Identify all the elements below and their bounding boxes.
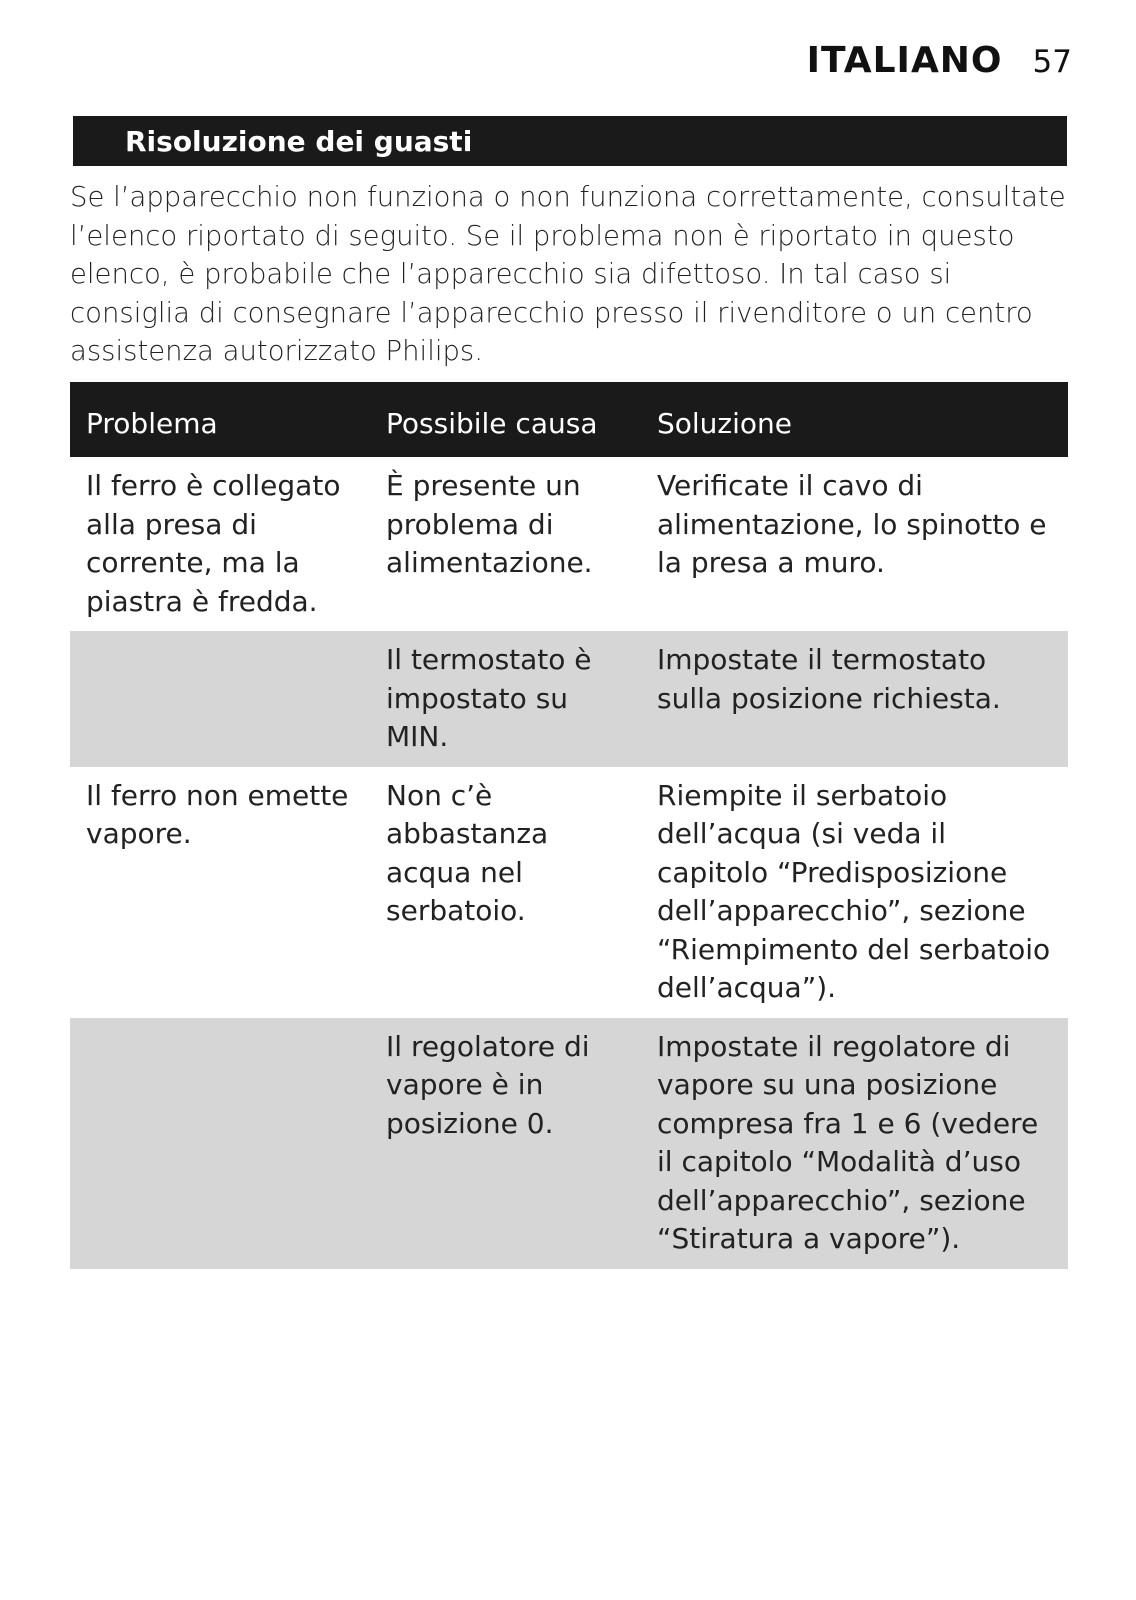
page-number: 57 (1032, 44, 1072, 80)
cell-problem: Il ferro non emette vapore. (86, 778, 349, 850)
cell-problem (70, 631, 370, 767)
troubleshooting-table (70, 382, 1068, 1269)
cell-solution: Riempite il serbatoio dell’acqua (si veda il capitolo “Predisposizione dell’apparecchio”, sezione “Riempimento del serbatoio dell’acqua”). (657, 778, 1051, 1004)
section-title: Risoluzione dei guasti (125, 124, 473, 158)
section-heading-bar (73, 116, 1067, 166)
table-row (70, 631, 1068, 767)
header-problem: Problema (70, 382, 370, 457)
table-row (70, 457, 1068, 631)
table-header-row (70, 382, 1068, 457)
cell-cause: Il termostato è impostato su MIN. (370, 631, 641, 767)
table-row (70, 767, 1068, 1018)
cell-cause: Non c’è abbastanza acqua nel serbatoio. (386, 778, 549, 927)
header-cause: Possibile causa (370, 382, 641, 457)
page-header (807, 40, 1072, 81)
cell-solution: Verificate il cavo di alimentazione, lo spinotto e la presa a muro. (657, 469, 1047, 579)
cell-problem (70, 1018, 370, 1269)
cell-solution: Impostate il termostato sulla posizione richiesta. (641, 631, 1068, 767)
cell-problem: Il ferro è collegato alla presa di corrente, ma la piastra è fredda. (86, 469, 341, 618)
cell-cause: Il regolatore di vapore è in posizione 0. (370, 1018, 641, 1269)
header-solution: Soluzione (641, 382, 1068, 457)
language-label: ITALIANO (806, 40, 1003, 81)
cell-cause: È presente un problema di alimentazione. (386, 469, 593, 579)
table-row (70, 1018, 1068, 1269)
cell-solution: Impostate il regolatore di vapore su una posizione compresa fra 1 e 6 (vedere il capitolo “Modalità d’uso dell’apparecchio”, sezione “Stiratura a vapore”). (641, 1018, 1068, 1269)
intro-paragraph: Se l’apparecchio non funziona o non funziona correttamente, consultate l’elenco riportato di seguito. Se il problema non è riportato in questo elenco, è probabile che l’apparecchio sia difettoso. In tal caso si consiglia di consegnare l’apparecchio presso il rivenditore o un centro assistenza autorizzato Philips. (70, 181, 1066, 367)
